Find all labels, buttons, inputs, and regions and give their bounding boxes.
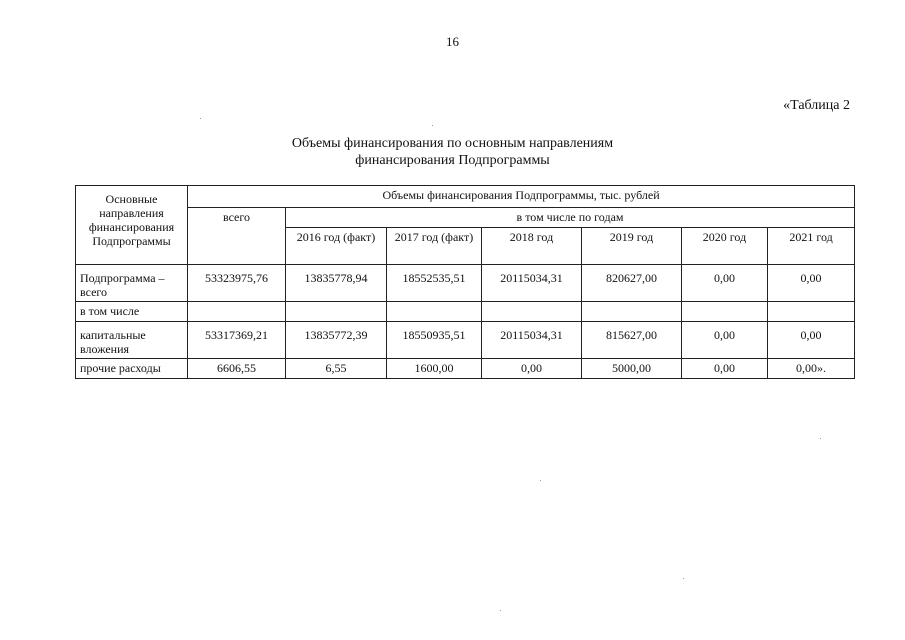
table-row xyxy=(76,265,855,302)
cell-2017: 18552535,51 xyxy=(387,265,482,302)
group-header-cell: Объемы финансирования Подпрограммы, тыс. рублей xyxy=(188,186,855,208)
cell-2017: 1600,00 xyxy=(387,359,482,379)
cell-2020: 0,00 xyxy=(682,322,768,359)
year-header-2021: 2021 год xyxy=(768,228,855,265)
row-label: в том числе xyxy=(76,302,188,322)
document-title xyxy=(0,135,905,169)
year-header-2020: 2020 год xyxy=(682,228,768,265)
year-header-2019: 2019 год xyxy=(582,228,682,265)
cell-2018: 20115034,31 xyxy=(482,322,582,359)
table-row xyxy=(76,302,855,322)
cell-2017 xyxy=(387,302,482,322)
row-total: 6606,55 xyxy=(188,359,286,379)
cell-2017: 18550935,51 xyxy=(387,322,482,359)
row-label: Подпрограмма – всего xyxy=(76,265,188,302)
year-header-2016: 2016 год (факт) xyxy=(286,228,387,265)
scan-speck xyxy=(540,480,541,481)
scan-speck xyxy=(500,610,501,611)
cell-2018: 0,00 xyxy=(482,359,582,379)
by-year-header-cell: в том числе по годам xyxy=(286,208,855,228)
scan-speck xyxy=(820,438,821,439)
table-row xyxy=(76,359,855,379)
cell-2021 xyxy=(768,302,855,322)
cell-2020: 0,00 xyxy=(682,359,768,379)
row-label: капитальные вложения xyxy=(76,322,188,359)
table-label: «Таблица 2 xyxy=(783,98,850,113)
cell-2020 xyxy=(682,302,768,322)
row-total: 53323975,76 xyxy=(188,265,286,302)
cell-2021: 0,00 xyxy=(768,265,855,302)
cell-2019: 5000,00 xyxy=(582,359,682,379)
cell-2021: 0,00». xyxy=(768,359,855,379)
year-header-2018: 2018 год xyxy=(482,228,582,265)
cell-2019: 815627,00 xyxy=(582,322,682,359)
year-header-2017: 2017 год (факт) xyxy=(387,228,482,265)
cell-2016: 6,55 xyxy=(286,359,387,379)
cell-2019 xyxy=(582,302,682,322)
cell-2019: 820627,00 xyxy=(582,265,682,302)
cell-2016 xyxy=(286,302,387,322)
financing-table xyxy=(75,185,855,379)
cell-2018: 20115034,31 xyxy=(482,265,582,302)
cell-2021: 0,00 xyxy=(768,322,855,359)
row-total xyxy=(188,302,286,322)
row-header-cell: Основные направления финансирования Подпрограммы xyxy=(76,186,188,265)
row-total: 53317369,21 xyxy=(188,322,286,359)
table-row xyxy=(76,322,855,359)
title-line-2: финансирования Подпрограммы xyxy=(355,153,550,168)
scan-speck xyxy=(683,578,684,579)
page-number: 16 xyxy=(446,34,459,49)
title-line-1: Объемы финансирования по основным направлениям xyxy=(291,136,614,151)
cell-2016: 13835778,94 xyxy=(286,265,387,302)
row-label: прочие расходы xyxy=(76,359,188,379)
scan-speck xyxy=(200,118,201,119)
cell-2018 xyxy=(482,302,582,322)
scan-speck xyxy=(432,125,433,126)
cell-2020: 0,00 xyxy=(682,265,768,302)
cell-2016: 13835772,39 xyxy=(286,322,387,359)
total-header-cell: всего xyxy=(188,208,286,265)
